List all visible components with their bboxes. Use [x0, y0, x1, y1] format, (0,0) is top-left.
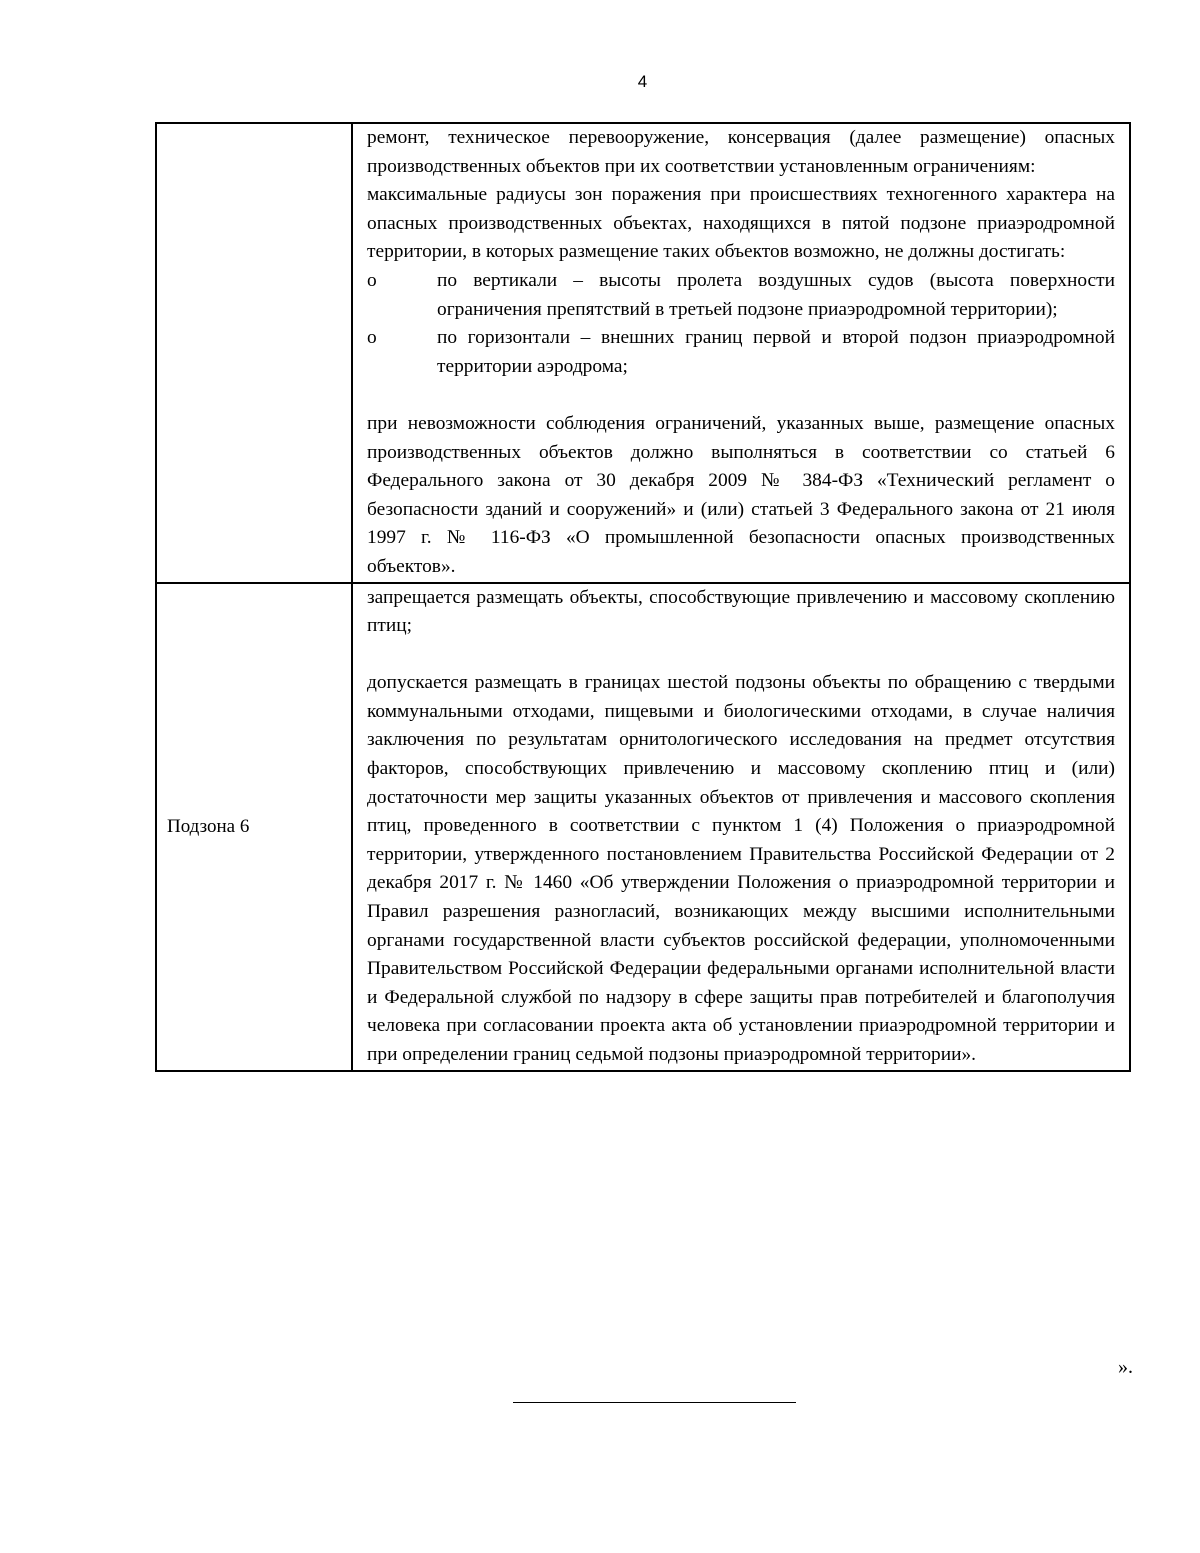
page-number: 4: [637, 72, 648, 91]
restriction-paragraph: при невозможности соблюдения ограничений, указанных выше, размещение опасных производственных объектов должно выполняться в соответствии со статьей 6 Федерального закона от 30 декабря 2009 № 384-ФЗ «Технический регламент о безопасности зданий и сооружений» и (или) статьей 3 Федерального закона от 21 июля 1997 г. № 116-ФЗ «О промышленной безопасности опасных производственных объектов».: [367, 412, 1115, 577]
paragraph-spacer: [367, 381, 1115, 410]
zone-cell: [156, 583, 352, 1071]
zone-cell-empty: [156, 123, 352, 583]
zone-label: Подзона 6: [167, 815, 250, 837]
table-row-continuation: [156, 123, 1130, 583]
footer-divider-line: [513, 1402, 796, 1403]
list-item: [367, 324, 1115, 381]
restrictions-text: [353, 124, 1129, 582]
restriction-paragraph: максимальные радиусы зон поражения при происшествиях техногенного характера на опасных производственных объектах, находящихся в пятой подзоне приаэродромной территории, в которых размещение таких объектов возможно, не должны достигать:: [367, 184, 1115, 263]
list-item: [367, 267, 1115, 324]
list-item-text: по вертикали – высоты пролета воздушных судов (высота поверхности ограничения препятствий в третьей подзоне приаэродромной территории);: [437, 269, 1115, 320]
list-bullet: o: [367, 269, 377, 291]
restriction-paragraph: ремонт, техническое перевооружение, консервация (далее размещение) опасных производственных объектов при их соответствии установленным ограничениям:: [367, 127, 1115, 177]
restrictions-cell: [352, 583, 1130, 1071]
restriction-paragraph: допускается размещать в границах шестой подзоны объекты по обращению с твердыми коммунальными отходами, пищевыми и биологическими отходами, в случае наличия заключения по результатам орнитологического исследования на предмет отсутствия факторов, способствующих привлечению и массовому скоплению птиц и (или) достаточности мер защиты указанных объектов от привлечения и массового скопления птиц, проведенного в соответствии с пунктом 1 (4) Положения о приаэродромной территории, утвержденного постановлением Правительства Российской Федерации от 2 декабря 2017 г. № 1460 «Об утверждении Положения о приаэродромной территории и Правил разрешения разногласий, возникающих между высшими исполнительными органами государственной власти субъектов российской федерации, уполномоченными Правительством Российской Федерации федеральными органами исполнительной власти и Федеральной службой по надзору в сфере защиты прав потребителей и благополучия человека при согласовании проекта акта об установлении приаэродромной территории и при определении границ седьмой подзоны приаэродромной территории».: [367, 672, 1115, 1065]
list-item-text: по горизонтали – внешних границ первой и второй подзон приаэродромной территории аэродрома;: [437, 327, 1115, 377]
zone-restrictions-table: [155, 122, 1131, 1072]
restriction-paragraph: запрещается размещать объекты, способствующие привлечению и массовому скоплению птиц;: [367, 586, 1115, 637]
restrictions-cell: [352, 123, 1130, 583]
list-bullet: o: [367, 327, 377, 349]
table-row-subzone-6: [156, 583, 1130, 1071]
restrictions-text: [353, 584, 1129, 1070]
paragraph-spacer: [367, 641, 1115, 670]
closing-quote-mark: ».: [1118, 1356, 1133, 1378]
